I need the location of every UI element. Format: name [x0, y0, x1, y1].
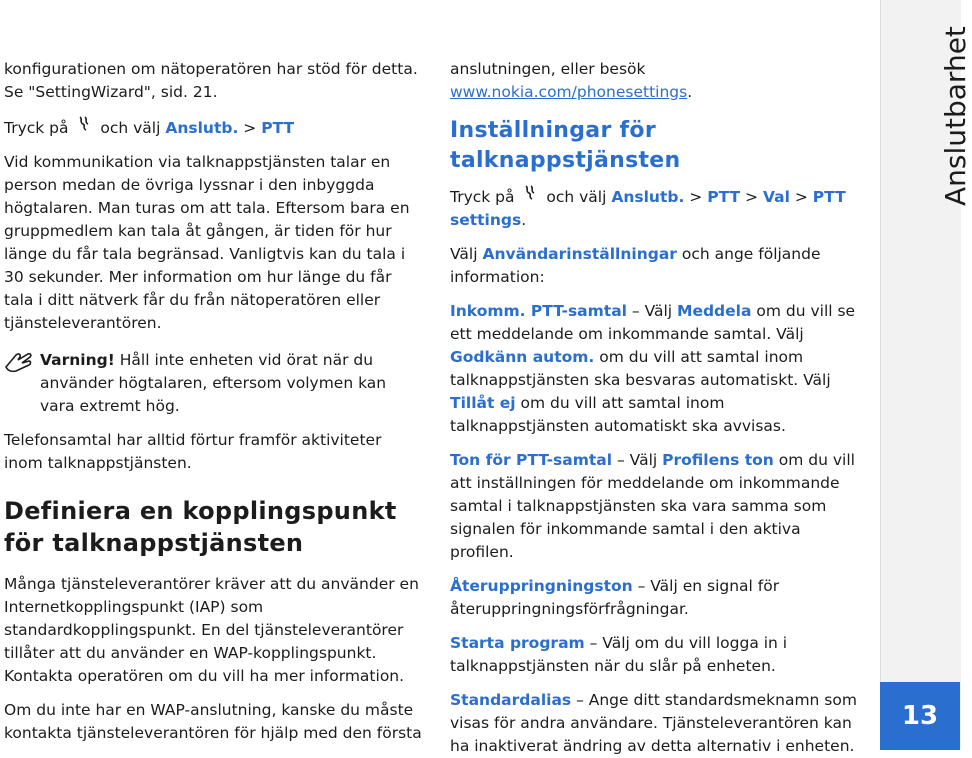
incoming-text-1: om du vill se ett meddelande om inkommande samtal. Välj	[450, 302, 856, 343]
left-column	[4, 58, 422, 745]
intro-prefix: Välj	[450, 245, 478, 263]
continuation-paragraph	[450, 58, 862, 104]
warning-label: Varning!	[40, 351, 115, 369]
menu-separator: >	[745, 188, 759, 206]
alias-text: – Ange ditt standardsmeknamn som visas för andra användare. Tjänsteleverantören kan ha inaktiverat ändring av detta alternativ i enheten.	[450, 691, 857, 755]
ptt-description: Vid kommunikation via talknappstjänsten talar en person medan de övriga lyssnar i den inbyggda högtalaren. Man turas om att tala. Eftersom bara en gruppmedlem kan tala åt gången, är tiden för hur länge du får tala begränsad. Vanligtvis kan du tala i 30 sekunder. Mer information om hur länge du får tala i ditt nätverk får du från nätoperatören eller tjänsteleverantören.	[4, 153, 410, 332]
warning-text: Håll inte enheten vid örat när du använder högtalaren, eftersom volymen kan vara extremt hög.	[40, 351, 387, 415]
setting-label-alias: Standardalias	[450, 691, 572, 709]
iap-paragraph: Många tjänsteleverantörer kräver att du använder en Internetkopplingspunkt (IAP) som standardkopplingspunkt. En del tjänsteleverantörer tillåter att du använder en WAP-kopplingspunkt. Kontakta operatören om du vill ha mer information.	[4, 575, 419, 685]
menu-path-ptt	[4, 115, 422, 140]
chapter-title-text: Anslutbarhet	[939, 26, 972, 206]
setting-label-incoming: Inkomm. PTT-samtal	[450, 302, 627, 320]
dash-text: – Välj	[626, 302, 678, 320]
option-profile-tone: Profilens ton	[662, 451, 774, 469]
page-number: 13	[901, 701, 939, 731]
option-meddela: Meddela	[677, 302, 752, 320]
menu-key-icon	[73, 115, 95, 140]
tone-text: om du vill att inställningen för meddelande om inkommande samtal i talknappstjänsten ska vara samma som signalen för inkommande samtal i den aktiva profilen.	[450, 451, 855, 561]
option-godkann: Godkänn autom.	[450, 348, 595, 366]
settings-path-prefix: Tryck på	[450, 188, 515, 206]
chapter-title	[895, 26, 972, 326]
right-column	[450, 58, 862, 758]
option-user-settings: Användarinställningar	[482, 245, 677, 263]
intro-suffix: och ange följande information:	[450, 245, 821, 286]
menu-item-anslutb: Anslutb.	[611, 188, 685, 206]
continuation-text: anslutningen, eller besök	[450, 60, 646, 78]
menu-item-ptt-settings: PTT settings	[450, 188, 846, 229]
menu-item-ptt: PTT	[261, 119, 295, 137]
menu-path-settings	[450, 184, 862, 232]
section-heading-access-point: Definiera en kopplingspunkt för talknappstjänsten	[4, 497, 397, 557]
setting-callback-tone	[450, 575, 862, 621]
menu-item-ptt: PTT	[707, 188, 741, 206]
settings-path-mid: och välj	[546, 188, 607, 206]
incoming-text-2: om du vill att samtal inom talknappstjänsten ska besvaras automatiskt. Välj	[450, 348, 831, 389]
start-text: – Välj om du vill logga in i talknappstjänsten när du slår på enheten.	[450, 634, 788, 675]
option-tillat-ej: Tillåt ej	[450, 394, 516, 412]
setting-label-tone: Ton för PTT-samtal	[450, 451, 613, 469]
menu-item-val: Val	[762, 188, 790, 206]
menu-key-icon	[519, 184, 541, 209]
section-heading-ptt-settings: Inställningar för talknappstjänsten	[450, 118, 681, 173]
path-period: .	[521, 211, 527, 229]
page-number-box	[880, 682, 960, 750]
menu-separator: >	[794, 188, 808, 206]
incoming-text-3: om du vill att samtal inom talknappstjänsten automatiskt ska avvisas.	[450, 394, 786, 435]
setting-label-start: Starta program	[450, 634, 585, 652]
dash-text: – Välj	[612, 451, 663, 469]
setting-default-alias	[450, 689, 862, 758]
menu-path-prefix: Tryck på	[4, 119, 69, 137]
warning-note	[4, 349, 422, 418]
wap-paragraph: Om du inte har en WAP-anslutning, kanske du måste kontakta tjänsteleverantören för hjälp med den första	[4, 701, 422, 742]
setting-incoming-calls	[450, 300, 862, 438]
setting-ptt-tone	[450, 449, 862, 564]
menu-separator: >	[689, 188, 703, 206]
callback-text: – Välj en signal för återuppringningsförfrågningar.	[450, 577, 780, 618]
menu-item-anslutb: Anslutb.	[165, 119, 239, 137]
nokia-settings-link[interactable]: www.nokia.com/phonesettings	[450, 83, 688, 101]
user-settings-intro	[450, 243, 862, 289]
setting-start-app	[450, 632, 862, 678]
intro-paragraph: konfigurationen om nätoperatören har stöd för detta. Se "SettingWizard", sid. 21.	[4, 60, 418, 101]
link-period: .	[687, 83, 693, 101]
priority-paragraph: Telefonsamtal har alltid förtur framför aktiviteter inom talknappstjänsten.	[4, 431, 382, 472]
setting-label-callback: Återuppringningston	[450, 577, 633, 595]
warning-hand-icon	[4, 349, 40, 418]
menu-separator: >	[243, 119, 257, 137]
menu-path-mid: och välj	[100, 119, 161, 137]
